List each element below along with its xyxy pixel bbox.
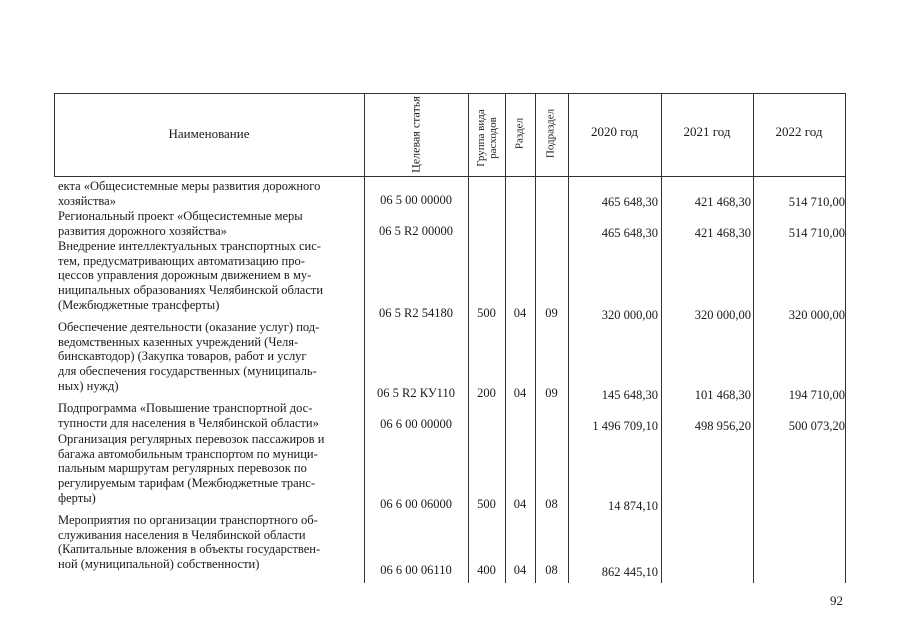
table-row-name: Мероприятия по организации транспортного об- служивания населения в Челябинской области (Капитальные вложения в объекты государствен- ной (муниципальной) собственности)	[58, 513, 321, 572]
row-code: 06 6 00 06000	[380, 497, 452, 511]
row-group: 500	[477, 306, 496, 320]
header-2021: 2021 год	[683, 124, 731, 139]
row-code: 06 5 R2 00000	[379, 224, 453, 238]
row-section: 04	[513, 563, 527, 577]
header-bottom-border	[54, 176, 845, 177]
row-subsection: 09	[545, 386, 558, 400]
row-2021: 101 468,30	[694, 388, 751, 402]
col-line-right	[845, 93, 846, 583]
row-section: 04	[513, 497, 527, 511]
row-2020: 320 000,00	[601, 308, 658, 322]
page-number: 92	[830, 593, 843, 608]
row-2021: 320 000,00	[694, 308, 751, 322]
row-2022: 320 000,00	[788, 308, 845, 322]
row-code: 06 6 00 00000	[380, 417, 452, 431]
header-subsection: Подраздел	[544, 108, 557, 159]
row-2022: 500 073,20	[788, 419, 845, 433]
row-2020: 465 648,30	[601, 195, 658, 209]
col-line-name	[364, 93, 365, 583]
row-group: 500	[477, 497, 496, 511]
row-2020: 145 648,30	[601, 388, 658, 402]
table-row-name: Подпрограмма «Повышение транспортной дос- тупности для населения в Челябинской области»	[58, 401, 319, 430]
header-section: Раздел	[513, 117, 526, 150]
row-2020: 1 496 709,10	[592, 419, 658, 433]
row-2021: 421 468,30	[694, 195, 751, 209]
header-2020: 2020 год	[591, 124, 638, 139]
table-row-name: Внедрение интеллектуальных транспортных сис- тем, предусматривающих автоматизацию про- цессов управления дорожным движением в му- ниципальных образованиях Челябинской области (Межбюджетные трансферты)	[58, 239, 324, 312]
header-name: Наименование	[168, 126, 250, 141]
header-group: Группа вида расходов	[475, 109, 499, 167]
row-code: 06 5 R2 54180	[379, 306, 453, 320]
row-subsection: 08	[545, 563, 558, 577]
row-2020: 465 648,30	[601, 226, 658, 240]
row-2022: 514 710,00	[788, 195, 845, 209]
col-line-2020	[661, 93, 662, 583]
row-2020: 862 445,10	[601, 565, 658, 579]
row-code: 06 5 R2 КУ110	[377, 386, 455, 400]
row-code: 06 5 00 00000	[380, 193, 452, 207]
row-2020: 14 874,10	[608, 499, 658, 513]
table-row-name: екта «Общесистемные меры развития дорожного хозяйства»	[58, 179, 321, 208]
row-code: 06 6 00 06110	[380, 563, 452, 577]
table-row-name: Региональный проект «Общесистемные меры развития дорожного хозяйства»	[58, 209, 303, 238]
row-subsection: 09	[545, 306, 558, 320]
col-line-2021	[753, 93, 754, 583]
row-section: 04	[513, 386, 527, 400]
row-2022: 514 710,00	[788, 226, 845, 240]
table-top-border	[54, 93, 845, 94]
row-2022: 194 710,00	[788, 388, 845, 402]
row-group: 400	[477, 563, 496, 577]
row-group: 200	[477, 386, 496, 400]
table-row-name: Обеспечение деятельности (оказание услуг) под- ведомственных казенных учреждений (Челя- бинскавтодор) (Закупка товаров, работ и услуг для обеспечения государственных (муниципаль- ных) нужд)	[58, 320, 320, 393]
row-2021: 421 468,30	[694, 226, 751, 240]
header-target: Целевая статья	[408, 96, 423, 173]
row-section: 04	[513, 306, 527, 320]
row-2021: 498 956,20	[694, 419, 751, 433]
row-subsection: 08	[545, 497, 558, 511]
header-2022: 2022 год	[775, 124, 823, 139]
table-row-name: Организация регулярных перевозок пассажиров и багажа автомобильным транспортом по муници- пальным маршрутам регулярных перевозок по регулируемым тарифам (Межбюджетные транс- ферты)	[58, 432, 325, 505]
